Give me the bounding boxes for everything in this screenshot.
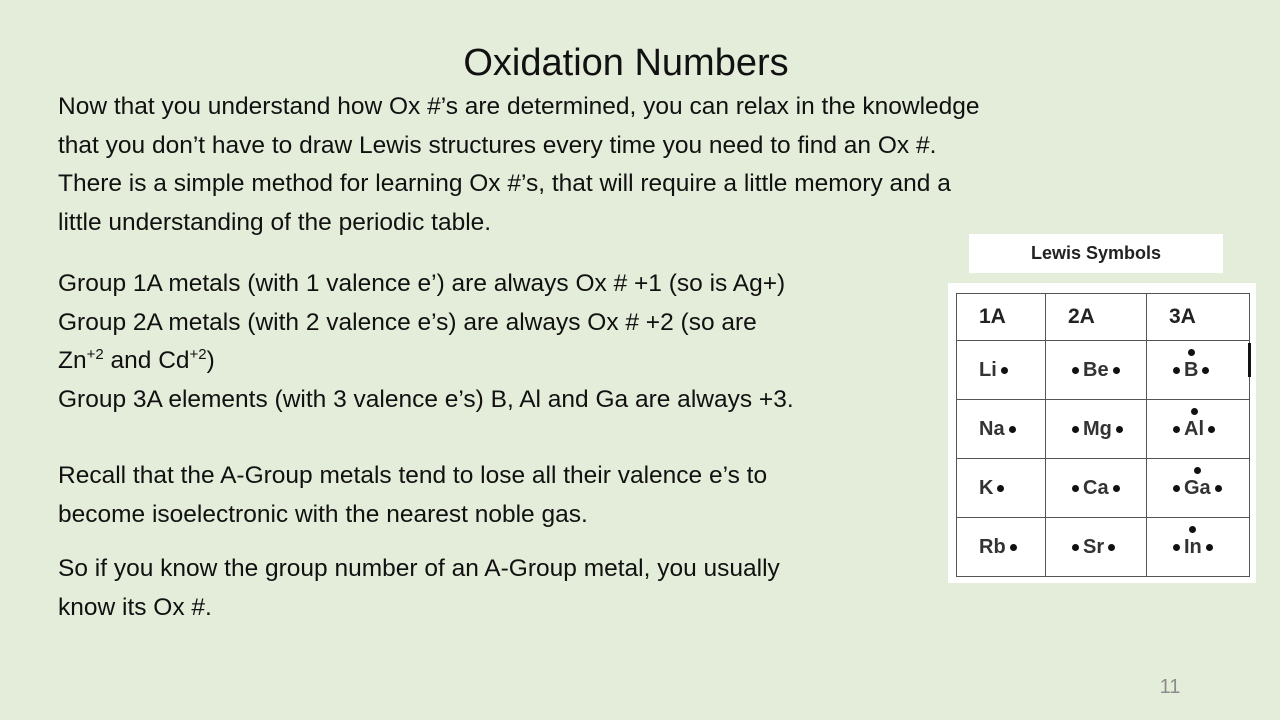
element-symbol: Li <box>979 358 997 381</box>
electron-dot-icon <box>1113 485 1120 492</box>
recall-paragraph <box>58 457 938 534</box>
element-symbol: Sr <box>1083 535 1105 558</box>
electron-dot-icon <box>997 485 1004 492</box>
lewis-symbols-image <box>948 283 1256 583</box>
cd-charge: +2 <box>189 346 207 363</box>
electron-dot-icon <box>1173 544 1180 551</box>
table-row <box>957 400 1250 459</box>
element-symbol: Al <box>1184 417 1204 440</box>
recall-line: Recall that the A-Group metals tend to lose all their valence e’s to <box>58 462 768 489</box>
zn-charge: +2 <box>86 346 104 363</box>
group-3a-rule: Group 3A elements (with 3 valence e’s) B, Al and Ga are always +3. <box>58 385 794 413</box>
lewis-cell <box>1046 459 1147 518</box>
electron-dot-icon <box>1113 367 1120 374</box>
lewis-cell <box>1046 518 1147 577</box>
lewis-cell <box>1046 341 1147 400</box>
electron-dot-icon <box>1173 426 1180 433</box>
table-row <box>957 518 1250 577</box>
table-header-row <box>957 294 1250 341</box>
element-symbol: K <box>979 476 994 499</box>
element-symbol: Ca <box>1083 476 1109 499</box>
group-1a-rule: Group 1A metals (with 1 valence e’) are always Ox # +1 (so is Ag+) <box>58 270 786 297</box>
electron-dot-icon <box>1072 544 1079 551</box>
conclusion-line: know its Ox #. <box>58 593 212 621</box>
table-row <box>957 341 1250 400</box>
electron-dot-icon <box>1191 408 1198 415</box>
element-symbol: Mg <box>1083 417 1112 440</box>
element-symbol-wrap <box>1184 418 1204 441</box>
recall-line: become isoelectronic with the nearest noble gas. <box>58 500 588 528</box>
close-paren: ) <box>206 347 215 374</box>
element-symbol: B <box>1184 358 1199 381</box>
electron-dot-icon <box>1072 367 1079 374</box>
electron-dot-icon <box>1116 426 1123 433</box>
intro-line: There is a simple method for learning Ox #’s, that will require a little memory and a <box>58 170 951 197</box>
lewis-cell <box>1147 341 1250 400</box>
zn-symbol: Zn <box>58 347 87 374</box>
element-symbol: In <box>1184 535 1202 558</box>
lewis-symbols-table <box>956 293 1250 577</box>
group-2a-rule-continued <box>58 342 938 381</box>
element-symbol: Na <box>979 417 1005 440</box>
electron-dot-icon <box>1215 485 1222 492</box>
element-symbol: Ga <box>1184 476 1211 499</box>
lewis-cell <box>957 459 1046 518</box>
page-number: 11 <box>1159 676 1181 698</box>
group-rules-paragraph <box>58 265 938 419</box>
slide-title: Oxidation Numbers <box>463 42 789 84</box>
group-2a-rule: Group 2A metals (with 2 valence e’s) are always Ox # +2 (so are <box>58 308 757 336</box>
lewis-symbols-caption: Lewis Symbols <box>969 234 1223 273</box>
element-symbol-wrap <box>1184 477 1211 500</box>
lewis-cell <box>1147 518 1250 577</box>
electron-dot-icon <box>1206 544 1213 551</box>
electron-dot-icon <box>1202 367 1209 374</box>
conclusion-line: So if you know the group number of an A-Group metal, you usually <box>58 555 780 582</box>
electron-dot-icon <box>1189 526 1196 533</box>
conclusion-paragraph <box>58 550 938 627</box>
element-symbol: Rb <box>979 535 1006 558</box>
table-row <box>957 459 1250 518</box>
table-edge-mark <box>1248 343 1251 377</box>
element-symbol-wrap <box>1184 359 1198 382</box>
electron-dot-icon <box>1001 367 1008 374</box>
electron-dot-icon <box>1173 485 1180 492</box>
header-3a: 3A <box>1147 294 1250 341</box>
intro-line: little understanding of the periodic table. <box>58 208 492 236</box>
electron-dot-icon <box>1208 426 1215 433</box>
element-symbol-wrap <box>1184 536 1202 559</box>
lewis-cell <box>1147 459 1250 518</box>
header-2a: 2A <box>1046 294 1147 341</box>
intro-line: Now that you understand how Ox #’s are determined, you can relax in the knowledge <box>58 93 980 120</box>
lewis-cell <box>957 400 1046 459</box>
electron-dot-icon <box>1072 485 1079 492</box>
lewis-cell <box>1046 400 1147 459</box>
electron-dot-icon <box>1108 544 1115 551</box>
intro-paragraph <box>58 88 1218 242</box>
and-cd-text: and Cd <box>103 347 190 374</box>
electron-dot-icon <box>1188 349 1195 356</box>
electron-dot-icon <box>1010 544 1017 551</box>
electron-dot-icon <box>1009 426 1016 433</box>
electron-dot-icon <box>1173 367 1180 374</box>
electron-dot-icon <box>1072 426 1079 433</box>
intro-line: that you don’t have to draw Lewis structures every time you need to find an Ox #. <box>58 131 937 159</box>
element-symbol: Be <box>1083 358 1109 381</box>
lewis-cell <box>957 518 1046 577</box>
electron-dot-icon <box>1194 467 1201 474</box>
lewis-cell <box>1147 400 1250 459</box>
header-1a: 1A <box>957 294 1046 341</box>
lewis-cell <box>957 341 1046 400</box>
